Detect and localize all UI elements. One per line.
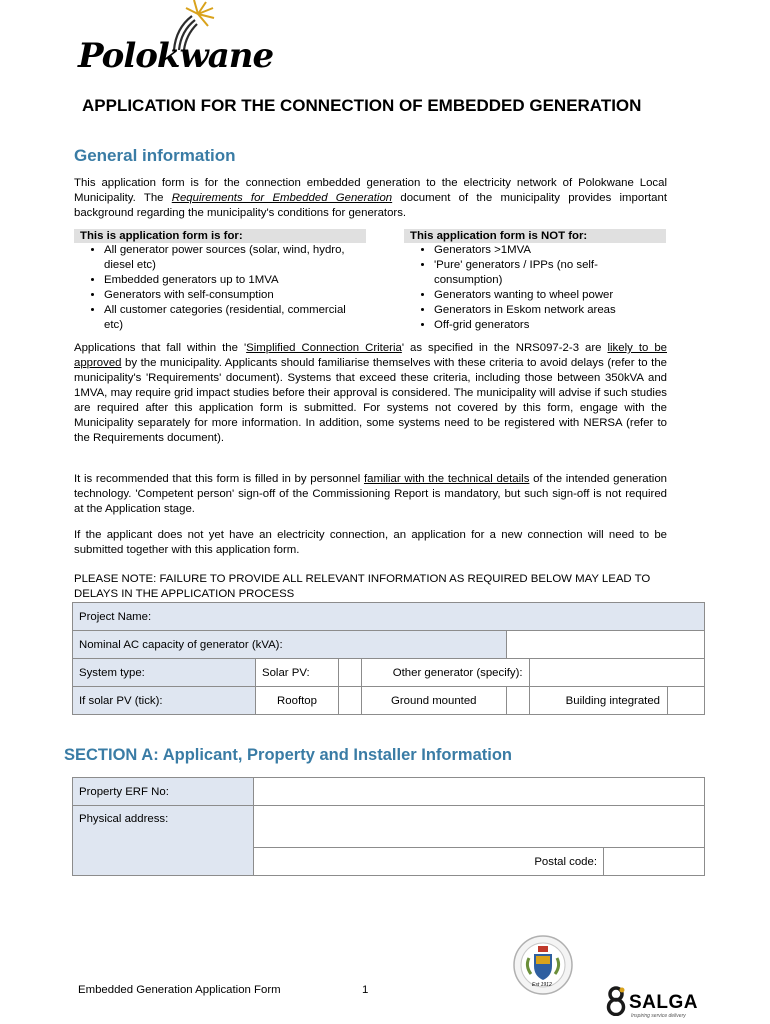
list-item: • Generators wanting to wheel power	[434, 288, 666, 303]
other-generator-input[interactable]	[529, 659, 704, 687]
erf-input[interactable]	[254, 778, 705, 806]
system-type-label: System type:	[73, 659, 256, 687]
list-item: • Generators with self-consumption	[104, 288, 366, 303]
criteria-link[interactable]: Simplified Connection Criteria	[246, 342, 402, 354]
footer-form-name: Embedded Generation Application Form	[78, 984, 281, 996]
project-name-field[interactable]	[73, 603, 705, 631]
requirements-link[interactable]: Requirements for Embedded Generation	[171, 192, 393, 204]
seal-year: Est 1912	[532, 982, 552, 988]
project-form-table	[72, 602, 705, 715]
new-connection-paragraph: If the applicant does not yet have an electricity connection, an application for a new connection will need to be submitted together with this application form.	[74, 529, 667, 556]
salga-logo	[605, 984, 715, 1020]
list-item: • Embedded generators up to 1MVA	[104, 273, 366, 288]
solar-pv-checkbox[interactable]	[339, 659, 362, 687]
building-integrated-checkbox[interactable]	[667, 686, 704, 715]
for-list	[74, 243, 366, 333]
list-item: • 'Pure' generators / IPPs (no self-consumption)	[434, 258, 666, 288]
recommendation-paragraph: It is recommended that this form is filled in by personnel familiar with the technical details of the intended generation technology. 'Competent person' sign-off of the Commissioning Report is mandatory, but such sign-off is not required at the Application stage.	[74, 473, 667, 515]
logo-wordmark: Polokwane	[78, 36, 274, 76]
list-item: • Generators in Eskom network areas	[434, 303, 666, 318]
postal-code-input[interactable]	[604, 848, 705, 876]
address-input[interactable]	[254, 806, 705, 848]
for-list-heading: This is application form is for:	[74, 229, 366, 243]
not-for-list-box	[404, 229, 666, 333]
salga-tagline: Inspiring service delivery	[631, 1013, 686, 1019]
rooftop-checkbox[interactable]	[339, 687, 362, 715]
municipal-seal	[512, 934, 574, 996]
general-info-heading: General information	[74, 146, 236, 165]
erf-label: Property ERF No:	[73, 778, 254, 806]
ground-mounted-label: Ground mounted	[362, 687, 507, 715]
polokwane-logo	[76, 0, 274, 85]
list-item: • All generator power sources (solar, wind, hydro, diesel etc)	[104, 243, 366, 273]
solar-pv-label: Solar PV:	[256, 659, 339, 687]
for-list-box	[74, 229, 366, 333]
postal-code-label: Postal code:	[254, 848, 604, 876]
not-for-list-heading: This application form is NOT for:	[404, 229, 666, 243]
address-label: Physical address:	[73, 806, 254, 876]
section-a-table	[72, 777, 705, 876]
page-number: 1	[362, 984, 369, 996]
criteria-paragraph: Applications that fall within the 'Simplified Connection Criteria' as specified in the NRS097-2-3 are likely to be approved by the municipality. Applicants should familiarise themselves with these criteria to avoid delays (refer to the municipality's 'Requirements' document). Systems that exceed these criteria, including those between 350kVA and 1MVA, may require grid impact studies before their approval is considered. The municipality will advise if such studies are required after this application form is submitted. For systems not covered by this form, engage with the Municipality separately for more information. In addition, some systems need to be registered with NERSA (refer to the Requirements document).	[74, 342, 667, 444]
building-integrated-label: Building integrated	[529, 687, 704, 715]
likely-approved-link[interactable]: likely to be approved	[74, 342, 667, 369]
capacity-label-cell: Nominal AC capacity of generator (kVA):	[73, 631, 507, 659]
capacity-input[interactable]	[506, 631, 704, 659]
technical-details-link[interactable]: familiar with the technical details	[363, 473, 530, 485]
other-generator-label: Other generator (specify):	[362, 659, 530, 687]
salga-wordmark: SALGA	[629, 992, 698, 1013]
if-solar-label: If solar PV (tick):	[73, 687, 256, 715]
list-item: • Generators >1MVA	[434, 243, 666, 258]
project-name-label: Project Name:	[79, 610, 152, 623]
not-for-list	[404, 243, 666, 333]
intro-paragraph: This application form is for the connection embedded generation to the electricity network of Polokwane Local Municipality. The Requirements for Embedded Generation document of the municipality provides important background regarding the municipality's conditions for generators.	[74, 177, 668, 219]
section-a-heading: SECTION A: Applicant, Property and Installer Information	[64, 746, 512, 764]
list-item: • Off-grid generators	[434, 318, 666, 333]
list-item: • All customer categories (residential, commercial etc)	[104, 303, 366, 333]
page-title: APPLICATION FOR THE CONNECTION OF EMBEDDED GENERATION	[82, 96, 642, 115]
salga-mark-icon	[605, 986, 627, 1016]
ground-mounted-checkbox[interactable]	[506, 687, 529, 715]
rooftop-label: Rooftop	[256, 687, 339, 715]
please-note: PLEASE NOTE: FAILURE TO PROVIDE ALL RELEVANT INFORMATION AS REQUIRED BELOW MAY LEAD TO DELAYS IN THE APPLICATION PROCESS	[74, 573, 651, 600]
